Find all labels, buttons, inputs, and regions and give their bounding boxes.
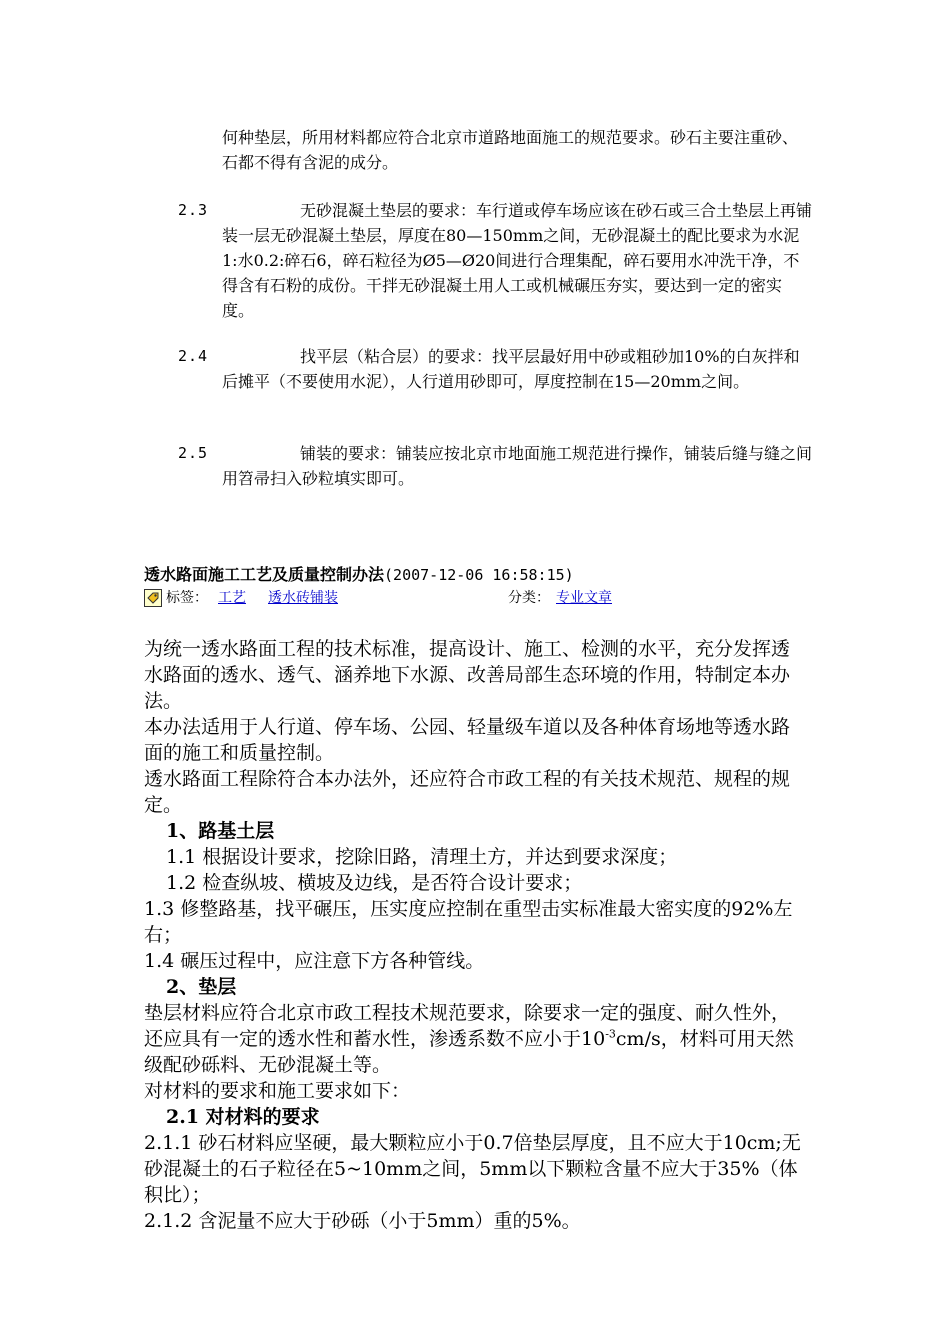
intro-paragraph: 为统一透水路面工程的技术标准，提高设计、施工、检测的水平，充分发挥透水路面的透水、透气、涵养地下水源、改善局部生态环境的作用，特制定本办法。 bbox=[144, 638, 791, 712]
section-number: 2.3 bbox=[178, 201, 209, 219]
article-body bbox=[144, 636, 808, 1234]
paragraph-text: 何种垫层，所用材料都应符合北京市道路地面施工的规范要求。砂石主要注重砂、石都不得有含泥的成分。 bbox=[222, 128, 799, 172]
intro-paragraph: 本办法适用于人行道、停车场、公园、轻量级车道以及各种体育场地等透水路面的施工和质量控制。 bbox=[144, 716, 791, 764]
tag-link[interactable]: 透水砖铺装 bbox=[268, 590, 338, 606]
section-number: 2.4 bbox=[178, 347, 209, 365]
paragraph-text: 垫层材料应符合北京市政工程技术规范要求，除要求一定的强度、耐久性外，还应具有一定的透水性和蓄水性，渗透系数不应小于10 bbox=[144, 1002, 791, 1050]
paragraph-text: cm/s，材料可用天然级配砂砾料、无砂混凝土等。 bbox=[144, 1028, 794, 1076]
list-item: 1.2 检查纵坡、横坡及边线，是否符合设计要求； bbox=[166, 872, 583, 894]
list-item: 1.4 碾压过程中，应注意下方各种管线。 bbox=[144, 950, 485, 972]
heading-material-requirements: 2.1 对材料的要求 bbox=[166, 1106, 320, 1128]
superscript: -3 bbox=[605, 1027, 616, 1041]
paragraph-text: 铺装的要求：铺装应按北京市地面施工规范进行操作，铺装后缝与缝之间用笤帚扫入砂粒填实即可。 bbox=[222, 444, 813, 488]
article-date: (2007-12-06 16:58:15) bbox=[384, 566, 574, 584]
article-title: 透水路面施工工艺及质量控制办法 bbox=[144, 565, 385, 584]
paragraph-text: 找平层（粘合层）的要求：找平层最好用中砂或粗砂加10%的白灰拌和后摊平（不要使用水泥），人行道用砂即可，厚度控制在15—20mm之间。 bbox=[222, 347, 800, 391]
list-item: 1.3 修整路基，找平碾压，压实度应控制在重型击实标准最大密实度的92%左右； bbox=[144, 898, 793, 946]
category-label: 分类： bbox=[508, 590, 550, 606]
tag-bar bbox=[144, 588, 664, 610]
tag-icon bbox=[144, 589, 162, 607]
paragraph bbox=[144, 1000, 808, 1078]
heading-subgrade: 1、路基土层 bbox=[166, 820, 275, 842]
list-item: 1.1 根据设计要求，挖除旧路，清理土方，并达到要求深度； bbox=[166, 846, 678, 868]
tag-link[interactable]: 工艺 bbox=[218, 590, 246, 606]
heading-cushion-layer: 2、垫层 bbox=[166, 976, 237, 998]
paragraph: 对材料的要求和施工要求如下： bbox=[144, 1080, 411, 1102]
section-number: 2.5 bbox=[178, 444, 209, 462]
tags-label: 标签： bbox=[166, 590, 208, 606]
list-item: 2.1.1 砂石材料应坚硬，最大颗粒应小于0.7倍垫层厚度，且不应大于10cm;无砂混凝土的石子粒径在5~10mm之间，5mm以下颗粒含量不应大于35%（体积比）； bbox=[144, 1132, 801, 1206]
article-header bbox=[144, 563, 574, 587]
intro-paragraph: 透水路面工程除符合本办法外，还应符合市政工程的有关技术规范、规程的规定。 bbox=[144, 768, 791, 816]
category-link[interactable]: 专业文章 bbox=[556, 590, 612, 606]
list-item: 2.1.2 含泥量不应大于砂砾（小于5mm）重的5%。 bbox=[144, 1210, 581, 1232]
paragraph-text: 无砂混凝土垫层的要求：车行道或停车场应该在砂石或三合土垫层上再铺装一层无砂混凝土垫层，厚度在80—150mm之间，无砂混凝土的配比要求为水泥1:水0.2:碎石6，碎石粒径为Ø5—Ø20间进行合理集配，碎石要用水冲洗干净，不得含有石粉的成份。干拌无砂混凝土用人工或机械碾压夯实，要达到一定的密实度。 bbox=[222, 201, 813, 320]
